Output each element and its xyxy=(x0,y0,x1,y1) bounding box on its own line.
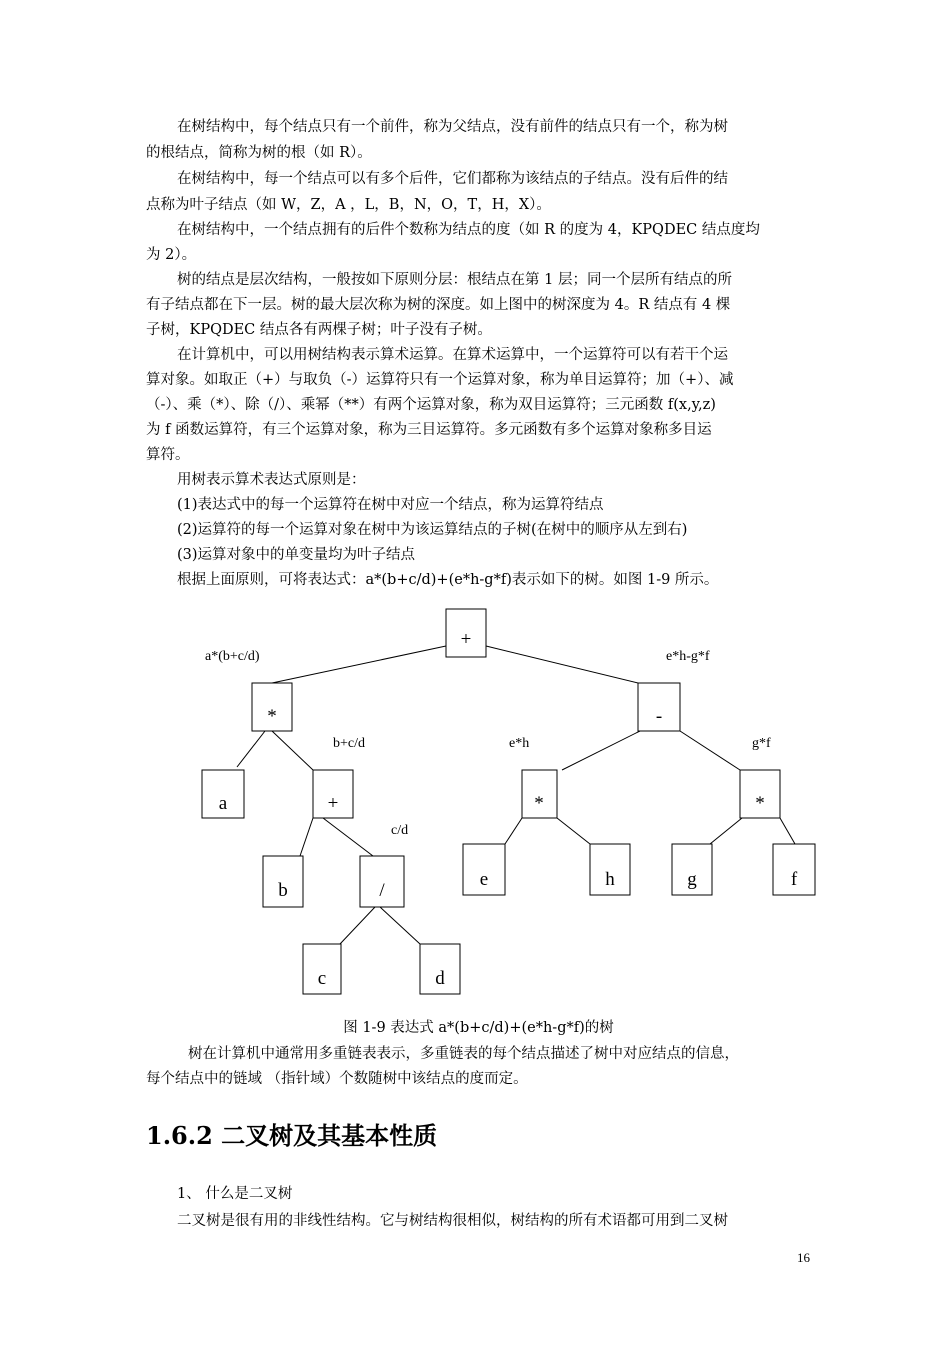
subtree-label: e*h-g*f xyxy=(666,649,710,664)
page-number: 16 xyxy=(797,1250,810,1265)
node-label: * xyxy=(267,706,277,727)
paragraph-line: 点称为叶子结点（如 W，Z，A ，L，B，N，O，T，H，X）。 xyxy=(146,197,551,213)
edge xyxy=(557,818,590,844)
edge xyxy=(562,731,640,770)
node-label: g xyxy=(687,869,697,890)
paragraph-line: 算符。 xyxy=(146,447,190,463)
section-heading: 1.6.2 二叉树及其基本性质 xyxy=(146,1121,438,1150)
node-label: e xyxy=(479,869,489,890)
edge xyxy=(272,731,313,770)
paragraph-line: 每个结点中的链域 （指针域）个数随树中该结点的度而定。 xyxy=(146,1071,528,1087)
paragraph-line: 的根结点，简称为树的根（如 R）。 xyxy=(146,145,372,161)
subtree-label: c/d xyxy=(391,823,409,838)
edge xyxy=(300,818,313,856)
node-label: + xyxy=(327,793,339,814)
paragraph-line: 在树结构中，每一个结点可以有多个后件，它们都称为该结点的子结点。没有后件的结 xyxy=(177,171,728,187)
paragraph-line: 二叉树是很有用的非线性结构。它与树结构很相似，树结构的所有术语都可用到二叉树 xyxy=(177,1213,728,1229)
subsection-heading: 1、 什么是二叉树 xyxy=(177,1186,293,1202)
node-label: b xyxy=(278,880,288,901)
edge xyxy=(486,646,638,683)
node-label: * xyxy=(755,793,765,814)
paragraph-line: 在树结构中，每个结点只有一个前件，称为父结点，没有前件的结点只有一个，称为树 xyxy=(177,119,728,135)
node-label: - xyxy=(655,706,663,727)
paragraph-line: 算对象。如取正（+）与取负（-）运算符只有一个运算对象，称为单目运算符；加（+）、减 xyxy=(146,372,734,388)
paragraph-line: 在计算机中，可以用树结构表示算术运算。在算术运算中，一个运算符可以有若干个运 xyxy=(177,347,728,363)
node-label: d xyxy=(435,968,445,989)
edge xyxy=(272,646,446,683)
paragraph-line: (3)运算对象中的单变量均为叶子结点 xyxy=(177,547,416,563)
node-label: / xyxy=(379,880,385,901)
paragraph-line: 为 2）。 xyxy=(146,247,197,263)
edge xyxy=(780,818,795,844)
node-label: + xyxy=(460,629,472,650)
node-label: f xyxy=(790,869,798,890)
node-label: * xyxy=(534,793,544,814)
edge xyxy=(505,818,522,844)
paragraph-line: 树的结点是层次结构，一般按如下原则分层：根结点在第 1 层；同一个层所有结点的所 xyxy=(177,272,732,288)
paragraph-line: 为 f 函数运算符，有三个运算对象，称为三目运算符。多元函数有多个运算对象称多目运 xyxy=(146,422,712,438)
paragraph-line: （-）、乘（*）、除（/）、乘幂（**）有两个运算对象，称为双目运算符；三元函数 f(x,y,z) xyxy=(146,397,716,413)
paragraph-line: 用树表示算术表达式原则是： xyxy=(177,472,366,488)
subtree-label: b+c/d xyxy=(333,736,365,751)
edge xyxy=(380,907,420,944)
paragraph-line: 根据上面原则，可将表达式：a*(b+c/d)+(e*h-g*f)表示如下的树。如图 1-9 所示。 xyxy=(177,572,719,588)
figure-caption: 图 1-9 表达式 a*(b+c/d)+(e*h-g*f)的树 xyxy=(343,1020,614,1036)
node-label: c xyxy=(317,968,327,989)
node-label: h xyxy=(605,869,615,890)
edge xyxy=(680,731,740,770)
edge xyxy=(710,818,742,844)
paragraph-line: (1)表达式中的每一个运算符在树中对应一个结点，称为运算符结点 xyxy=(177,497,604,513)
paragraph-line: (2)运算符的每一个运算对象在树中为该运算结点的子树(在树中的顺序从左到右) xyxy=(177,522,688,538)
tree-node-boxes xyxy=(202,609,815,994)
node-label: a xyxy=(218,793,228,814)
subtree-label: e*h xyxy=(509,736,530,751)
edge xyxy=(340,907,375,944)
paragraph-line: 子树，KPQDEC 结点各有两棵子树；叶子没有子树。 xyxy=(146,322,492,338)
paragraph-line: 有子结点都在下一层。树的最大层次称为树的深度。如上图中的树深度为 4。R 结点有 4 棵 xyxy=(146,297,731,313)
paragraph-line: 在树结构中，一个结点拥有的后件个数称为结点的度（如 R 的度为 4，KPQDEC 结点度均 xyxy=(177,222,760,238)
paragraph-line: 树在计算机中通常用多重链表表示，多重链表的每个结点描述了树中对应结点的信息， xyxy=(188,1046,739,1062)
edge xyxy=(237,731,265,767)
subtree-label: a*(b+c/d) xyxy=(205,649,260,664)
tree-node-labels xyxy=(219,629,798,989)
subtree-label: g*f xyxy=(752,736,771,751)
expression-tree-diagram xyxy=(0,600,952,1010)
subtree-labels xyxy=(205,649,771,838)
edge xyxy=(323,818,373,856)
